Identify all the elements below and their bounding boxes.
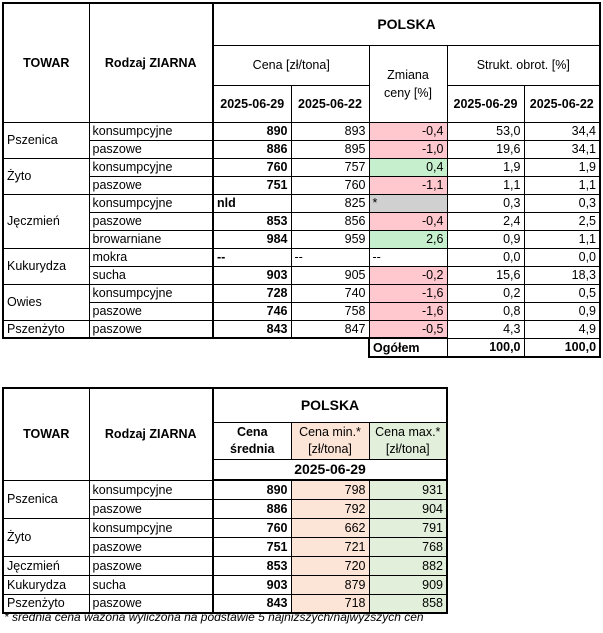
strukt-current: 15,6 — [447, 266, 524, 284]
price-change: * — [369, 194, 447, 212]
price-current: 751 — [213, 176, 291, 194]
strukt-previous: 34,4 — [524, 122, 600, 140]
rodzaj-cell: browarniane — [89, 230, 213, 248]
strukt-previous: 1,1 — [524, 176, 600, 194]
rodzaj-cell: paszowe — [89, 594, 213, 613]
price-change: -1,1 — [369, 176, 447, 194]
total-strukt-previous: 100,0 — [524, 338, 600, 357]
price-change: -0,2 — [369, 266, 447, 284]
col-header-towar: TOWAR — [3, 388, 89, 480]
strukt-previous: 0,0 — [524, 248, 600, 266]
price-change: -- — [369, 248, 447, 266]
strukt-current: 2,4 — [447, 212, 524, 230]
price-previous: 847 — [291, 320, 369, 338]
strukt-current: 0,3 — [447, 194, 524, 212]
min-price: 879 — [291, 575, 369, 594]
price-previous: 905 — [291, 266, 369, 284]
col-header-rodzaj: Rodzaj ZIARNA — [89, 3, 213, 122]
max-price: 904 — [369, 499, 447, 518]
price-change: -1,6 — [369, 284, 447, 302]
rodzaj-cell: paszowe — [89, 320, 213, 338]
date-header: 2025-06-29 — [213, 459, 447, 480]
price-current: 890 — [213, 122, 291, 140]
towar-cell: Pszenżyto — [3, 594, 89, 613]
strukt-previous: 0,3 — [524, 194, 600, 212]
price-previous: 895 — [291, 140, 369, 158]
rodzaj-cell: konsumpcyjne — [89, 158, 213, 176]
strukt-current: 1,9 — [447, 158, 524, 176]
strukt-current: 1,1 — [447, 176, 524, 194]
price-previous: 856 — [291, 212, 369, 230]
max-price: 909 — [369, 575, 447, 594]
rodzaj-cell: mokra — [89, 248, 213, 266]
price-change: -0,4 — [369, 122, 447, 140]
price-previous: 959 — [291, 230, 369, 248]
rodzaj-cell: sucha — [89, 575, 213, 594]
avg-header: Cena średnia — [213, 422, 291, 459]
strukt-previous: 0,9 — [524, 302, 600, 320]
price-previous: -- — [291, 248, 369, 266]
min-header: Cena min.* [zł/tona] — [291, 422, 369, 459]
avg-price: 853 — [213, 556, 291, 575]
price-table — [2, 2, 601, 358]
avg-price: 886 — [213, 499, 291, 518]
rodzaj-cell: paszowe — [89, 176, 213, 194]
date-header: 2025-06-29 — [213, 85, 291, 122]
min-price: 662 — [291, 518, 369, 537]
min-price: 720 — [291, 556, 369, 575]
strukt-previous: 4,9 — [524, 320, 600, 338]
max-price: 768 — [369, 537, 447, 556]
price-previous: 760 — [291, 176, 369, 194]
price-previous: 757 — [291, 158, 369, 176]
min-price: 718 — [291, 594, 369, 613]
price-current: 886 — [213, 140, 291, 158]
max-price: 931 — [369, 480, 447, 499]
avg-price: 903 — [213, 575, 291, 594]
strukt-current: 4,3 — [447, 320, 524, 338]
rodzaj-cell: konsumpcyjne — [89, 194, 213, 212]
max-price: 858 — [369, 594, 447, 613]
price-change: -1,0 — [369, 140, 447, 158]
price-previous: 758 — [291, 302, 369, 320]
strukt-previous: 1,9 — [524, 158, 600, 176]
towar-cell: Kukurydza — [3, 575, 89, 594]
date-header: 2025-06-22 — [524, 85, 600, 122]
min-max-table — [2, 387, 448, 614]
strukt-previous: 0,5 — [524, 284, 600, 302]
avg-price: 751 — [213, 537, 291, 556]
rodzaj-cell: sucha — [89, 266, 213, 284]
max-header: Cena max.* [zł/tona] — [369, 422, 447, 459]
rodzaj-cell: paszowe — [89, 140, 213, 158]
towar-cell: Pszenżyto — [3, 320, 89, 338]
price-change: 2,6 — [369, 230, 447, 248]
rodzaj-cell: paszowe — [89, 212, 213, 230]
avg-price: 890 — [213, 480, 291, 499]
strukt-current: 19,6 — [447, 140, 524, 158]
price-change: -1,6 — [369, 302, 447, 320]
max-price: 791 — [369, 518, 447, 537]
cena-header: Cena [zł/tona] — [213, 45, 369, 85]
strukt-current: 53,0 — [447, 122, 524, 140]
price-current: 903 — [213, 266, 291, 284]
min-price: 792 — [291, 499, 369, 518]
towar-cell: Owies — [3, 284, 89, 320]
strukt-header: Strukt. obrot. [%] — [447, 45, 600, 85]
price-current: 760 — [213, 158, 291, 176]
col-header-rodzaj: Rodzaj ZIARNA — [89, 388, 213, 480]
strukt-current: 0,0 — [447, 248, 524, 266]
price-current: 984 — [213, 230, 291, 248]
rodzaj-cell: paszowe — [89, 556, 213, 575]
towar-cell: Pszenica — [3, 122, 89, 158]
avg-price: 843 — [213, 594, 291, 613]
price-change: -0,4 — [369, 212, 447, 230]
towar-cell: Pszenica — [3, 480, 89, 518]
max-price: 882 — [369, 556, 447, 575]
spacer — [3, 338, 369, 357]
towar-cell: Jęczmień — [3, 556, 89, 575]
col-header-towar: TOWAR — [3, 3, 89, 122]
rodzaj-cell: konsumpcyjne — [89, 518, 213, 537]
rodzaj-cell: konsumpcyjne — [89, 480, 213, 499]
date-header: 2025-06-22 — [291, 85, 369, 122]
strukt-current: 0,2 — [447, 284, 524, 302]
towar-cell: Żyto — [3, 158, 89, 194]
price-current: nld — [213, 194, 291, 212]
zmiana-header: Zmiana ceny [%] — [369, 45, 447, 122]
price-current: 746 — [213, 302, 291, 320]
towar-cell: Jęczmień — [3, 194, 89, 248]
price-current: 843 — [213, 320, 291, 338]
price-current: 728 — [213, 284, 291, 302]
price-previous: 893 — [291, 122, 369, 140]
rodzaj-cell: paszowe — [89, 537, 213, 556]
price-change: -0,5 — [369, 320, 447, 338]
price-previous: 825 — [291, 194, 369, 212]
polska-header: POLSKA — [213, 3, 600, 45]
min-price: 798 — [291, 480, 369, 499]
strukt-previous: 2,5 — [524, 212, 600, 230]
strukt-current: 0,8 — [447, 302, 524, 320]
rodzaj-cell: paszowe — [89, 302, 213, 320]
strukt-previous: 1,1 — [524, 230, 600, 248]
rodzaj-cell: paszowe — [89, 499, 213, 518]
avg-price: 760 — [213, 518, 291, 537]
strukt-previous: 34,1 — [524, 140, 600, 158]
price-current: 853 — [213, 212, 291, 230]
footnote: * średnia cena ważona wyliczona na podstawie 5 najniższych/najwyższych cen — [4, 610, 424, 624]
date-header: 2025-06-29 — [447, 85, 524, 122]
price-previous: 740 — [291, 284, 369, 302]
strukt-previous: 18,3 — [524, 266, 600, 284]
strukt-current: 0,9 — [447, 230, 524, 248]
rodzaj-cell: konsumpcyjne — [89, 284, 213, 302]
total-strukt-current: 100,0 — [447, 338, 524, 357]
price-current: -- — [213, 248, 291, 266]
rodzaj-cell: konsumpcyjne — [89, 122, 213, 140]
total-label: Ogółem — [369, 338, 447, 357]
price-change: 0,4 — [369, 158, 447, 176]
polska-header: POLSKA — [213, 388, 447, 422]
towar-cell: Kukurydza — [3, 248, 89, 284]
min-price: 721 — [291, 537, 369, 556]
towar-cell: Żyto — [3, 518, 89, 556]
